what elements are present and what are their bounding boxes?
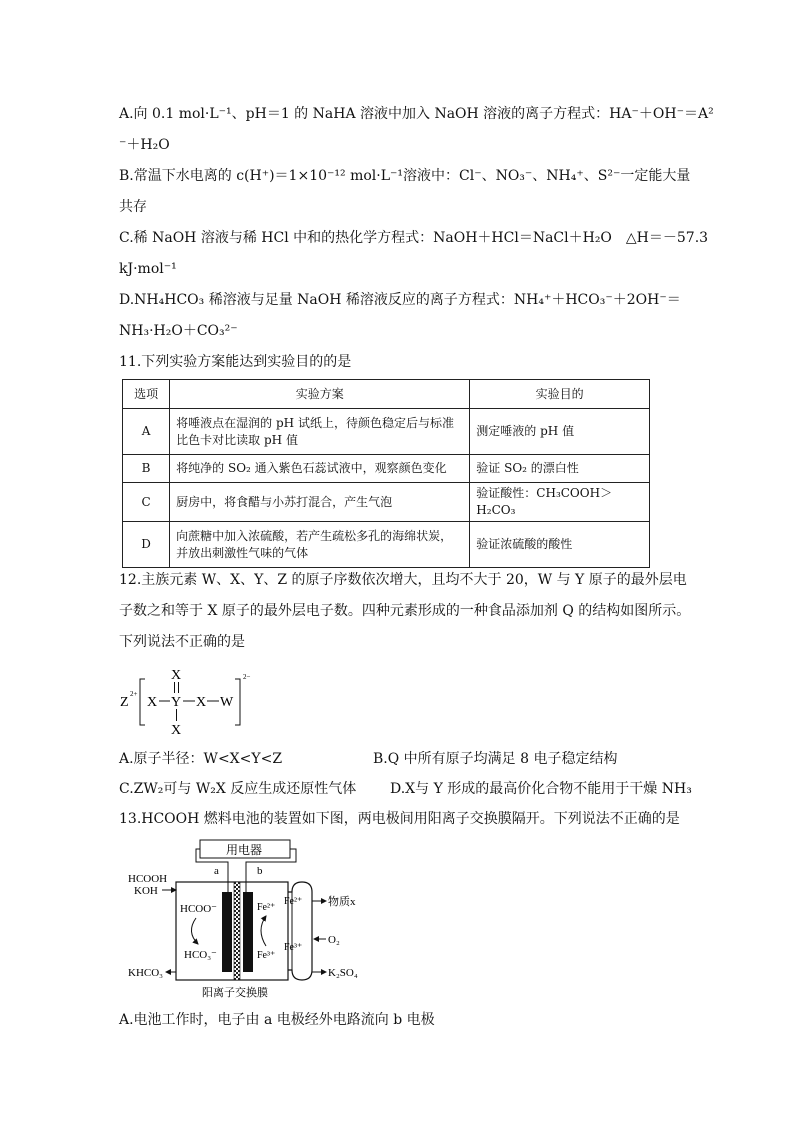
struct-anion-charge: 2− [243,673,251,681]
input-koh: KOH [134,885,158,897]
species-fe2-right: Fe²⁺ [284,896,303,907]
q12-option-d: D.X与 Y 形成的最高价化合物不能用于干燥 NH₃ [390,781,692,797]
species-fe3-right: Fe³⁺ [284,942,303,953]
electrode-a-label: a [214,865,219,877]
conversion-arrow-right [261,916,266,946]
q10-option-d-line2: NH₃·H₂O＋CO₃²⁻ [119,323,238,339]
q13-stem: 13.HCOOH 燃料电池的装置如下图，两电极间用阳离子交换膜隔开。下列说法不正确的是 [119,811,680,827]
species-fe2-left: Fe²⁺ [257,902,276,913]
q12-option-b: B.Q 中所有原子均满足 8 电子稳定结构 [373,751,618,767]
output-khco3: KHCO₃ [128,967,164,979]
species-fe3-left: Fe³⁺ [257,950,276,961]
experiment-table [122,379,650,568]
table-cell-goal: 验证 SO₂ 的漂白性 [470,455,650,483]
table-header-option: 选项 [123,380,170,409]
table-cell-plan: 厨房中，将食醋与小苏打混合，产生气泡 [170,483,470,522]
q12-stem-line2: 子数之和等于 X 原子的最外层电子数。四种元素形成的一种食品添加剂 Q 的结构如图所示。 [119,603,691,619]
struct-bridge-atom: X [196,695,207,710]
membrane-label: 阳离子交换膜 [202,987,268,999]
table-header-goal: 实验目的 [470,380,650,409]
structure-diagram [115,663,265,741]
output-k2so4: K₂SO₄ [328,967,358,979]
struct-bottom-atom: X [171,723,182,738]
struct-center-atom: Y [171,695,182,710]
q12-option-a: A.原子半径：W<X<Y<Z [119,751,283,767]
table-cell-plan: 将唾液点在湿润的 pH 试纸上，待颜色稳定后与标准比色卡对比读取 pH 值 [170,409,470,455]
table-row [123,522,650,568]
q10-option-a-line2: ⁻＋H₂O [119,137,170,153]
struct-right-atom: W [220,695,234,710]
q11-stem: 11.下列实验方案能达到实验目的的是 [119,354,352,370]
table-row [123,455,650,483]
table-cell-option: D [123,522,170,568]
device-label: 用电器 [226,843,263,857]
left-bracket [140,679,145,725]
table-cell-option: B [123,455,170,483]
q10-option-c-line1: C.稀 NaOH 溶液与稀 HCl 中和的热化学方程式：NaOH＋HCl＝NaCl＋H₂O △H＝－57.3 [119,230,709,246]
right-bracket [235,679,240,725]
electrode-b-label: b [257,865,263,877]
q10-option-c-line2: kJ·mol⁻¹ [119,261,177,277]
electrode-b [243,892,253,972]
q10-option-a-line1: A.向 0.1 mol·L⁻¹、pH＝1 的 NaHA 溶液中加入 NaOH 溶液的离子方程式：HA⁻＋OH⁻＝A² [119,106,714,122]
q10-option-b-line2: 共存 [119,199,147,215]
struct-left-atom: X [147,695,158,710]
q12-stem-line1: 12.主族元素 W、X、Y、Z 的原子序数依次增大，且均不大于 20，W 与 Y 原子的最外层电 [119,572,687,588]
conversion-arrow-left [191,918,198,944]
table-cell-option: A [123,409,170,455]
table-header-plan: 实验方案 [170,380,470,409]
input-o2: O₂ [328,934,340,946]
table-cell-goal: 验证浓硫酸的酸性 [470,522,650,568]
table-row [123,409,650,455]
input-hcooh: HCOOH [128,873,168,885]
output-substance-x: 物质x [328,896,356,908]
q12-option-c: C.ZW₂可与 W₂X 反应生成还原性气体 [119,781,357,797]
membrane [234,882,240,980]
q13-option-a: A.电池工作时，电子由 a 电极经外电路流向 b 电极 [119,1012,435,1028]
table-cell-goal: 验证酸性：CH₃COOH＞H₂CO₃ [470,483,650,522]
table-cell-plan: 将纯净的 SO₂ 通入紫色石蕊试液中，观察颜色变化 [170,455,470,483]
species-hco3: HCO₃⁻ [184,949,217,961]
table-row [123,483,650,522]
fuel-cell-diagram [126,838,386,1002]
table-cell-option: C [123,483,170,522]
electrode-a [222,892,232,972]
table-cell-plan: 向蔗糖中加入浓硫酸，若产生疏松多孔的海绵状炭，并放出刺激性气味的气体 [170,522,470,568]
struct-cation: Z [120,695,129,710]
table-header-row [123,380,650,409]
struct-top-atom: X [171,668,182,683]
q12-stem-line3: 下列说法不正确的是 [119,634,245,650]
species-hcoo: HCOO⁻ [180,903,217,915]
table-cell-goal: 测定唾液的 pH 值 [470,409,650,455]
q10-option-b-line1: B.常温下水电离的 c(H⁺)＝1×10⁻¹² mol·L⁻¹溶液中：Cl⁻、NO₃⁻、NH₄⁺、S²⁻一定能大量 [119,168,691,184]
struct-cation-charge: 2+ [130,690,138,698]
q10-option-d-line1: D.NH₄HCO₃ 稀溶液与足量 NaOH 稀溶液反应的离子方程式：NH₄⁺＋HCO₃⁻＋2OH⁻＝ [119,292,681,308]
